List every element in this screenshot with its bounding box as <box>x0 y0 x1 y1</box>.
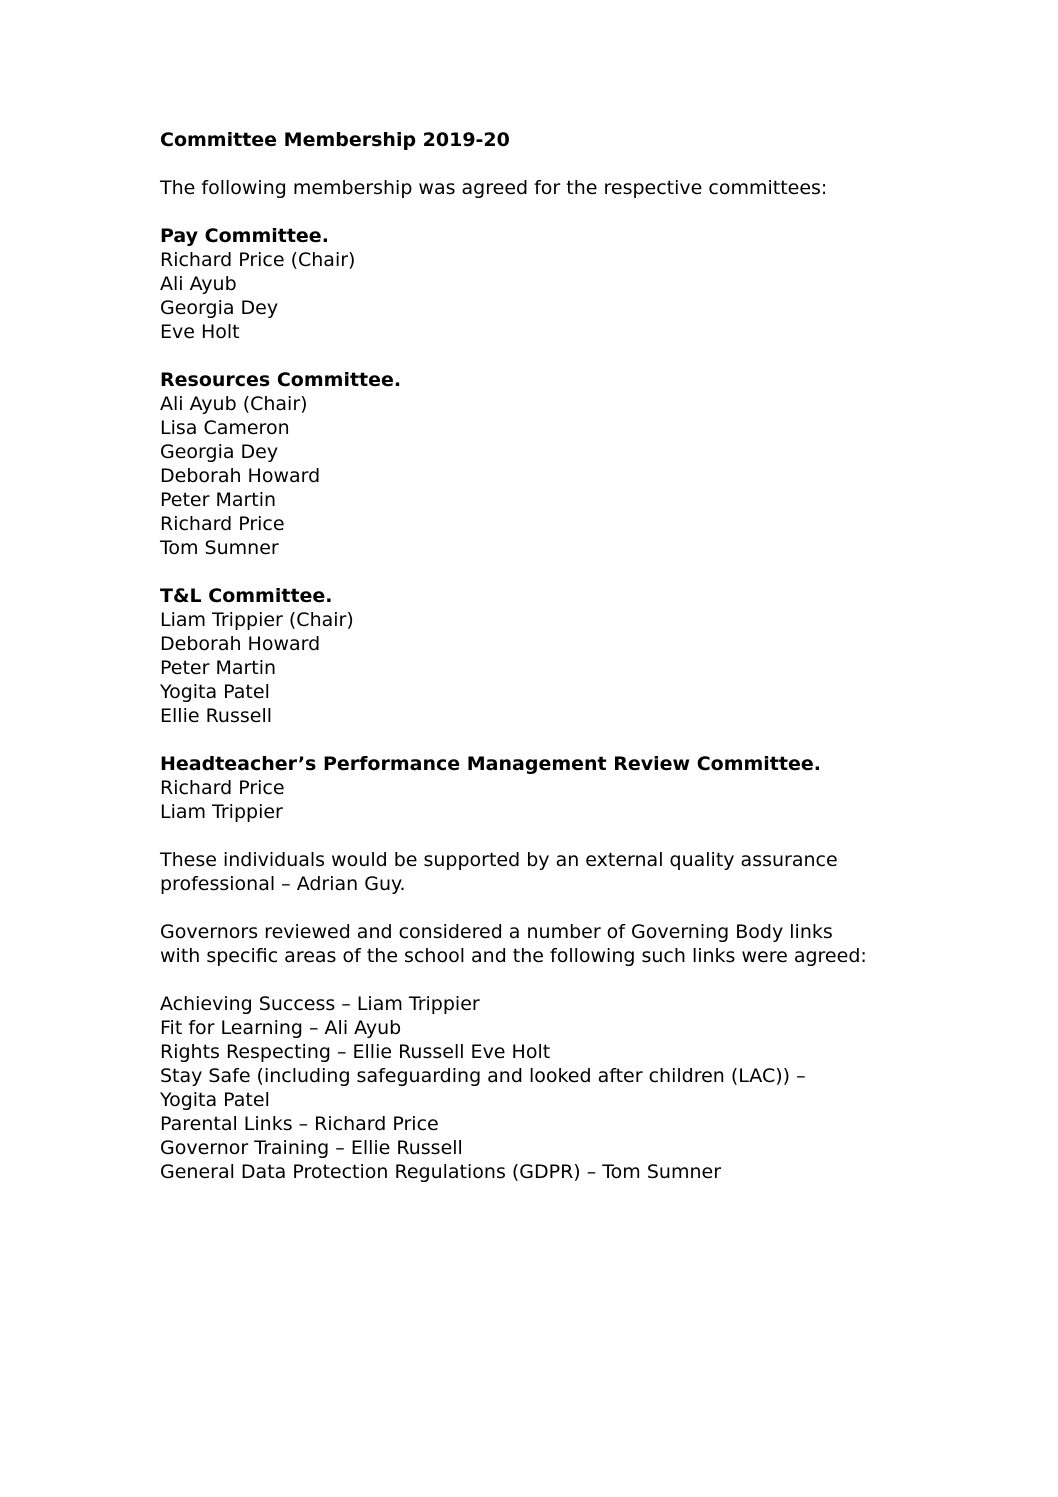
governor-link-item: Achieving Success – Liam Trippier <box>160 993 480 1015</box>
spacer <box>160 824 920 848</box>
governor-link-item: Fit for Learning – Ali Ayub <box>160 1017 402 1039</box>
committee-member: Richard Price <box>160 513 285 535</box>
spacer <box>160 152 920 176</box>
spacer <box>160 968 920 992</box>
spacer <box>160 560 920 584</box>
committee-member: Ali Ayub (Chair) <box>160 393 308 415</box>
committee-member: Ali Ayub <box>160 273 237 295</box>
governor-link-item: Governor Training – Ellie Russell <box>160 1137 463 1159</box>
committee-section <box>160 224 920 344</box>
spacer <box>160 896 920 920</box>
governor-links-list <box>160 992 920 1184</box>
committee-member: Georgia Dey <box>160 441 279 463</box>
committee-member: Tom Sumner <box>160 537 279 559</box>
support-note-line: professional – Adrian Guy. <box>160 873 406 895</box>
governor-link-item: Yogita Patel <box>160 1089 270 1111</box>
support-note-line: These individuals would be supported by an external quality assurance <box>160 849 838 871</box>
links-intro <box>160 920 920 968</box>
intro-text: The following membership was agreed for the respective committees: <box>160 177 828 199</box>
support-note <box>160 848 920 896</box>
committee-member: Richard Price (Chair) <box>160 249 356 271</box>
committee-section <box>160 368 920 560</box>
committee-member: Deborah Howard <box>160 633 321 655</box>
page-title: Committee Membership 2019-20 <box>160 129 510 151</box>
spacer <box>160 728 920 752</box>
governor-link-item: Rights Respecting – Ellie Russell Eve Holt <box>160 1041 551 1063</box>
governor-link-item: General Data Protection Regulations (GDPR) – Tom Sumner <box>160 1161 722 1183</box>
committee-member: Richard Price <box>160 777 285 799</box>
committee-member: Liam Trippier <box>160 801 283 823</box>
document-page <box>160 128 920 1184</box>
committee-heading: T&L Committee. <box>160 585 333 607</box>
committee-heading: Pay Committee. <box>160 225 329 247</box>
committee-member: Peter Martin <box>160 489 277 511</box>
committee-member: Liam Trippier (Chair) <box>160 609 354 631</box>
committee-section <box>160 752 920 824</box>
committee-member: Eve Holt <box>160 321 240 343</box>
committee-heading: Headteacher’s Performance Management Review Committee. <box>160 753 821 775</box>
spacer <box>160 200 920 224</box>
committee-heading: Resources Committee. <box>160 369 402 391</box>
committee-member: Deborah Howard <box>160 465 321 487</box>
committee-member: Peter Martin <box>160 657 277 679</box>
committee-member: Georgia Dey <box>160 297 279 319</box>
committee-member: Yogita Patel <box>160 681 270 703</box>
governor-link-item: Stay Safe (including safeguarding and looked after children (LAC)) – <box>160 1065 806 1087</box>
committee-member: Lisa Cameron <box>160 417 290 439</box>
committee-member: Ellie Russell <box>160 705 273 727</box>
spacer <box>160 344 920 368</box>
links-intro-line: with specific areas of the school and the following such links were agreed: <box>160 945 867 967</box>
committee-section <box>160 584 920 728</box>
links-intro-line: Governors reviewed and considered a number of Governing Body links <box>160 921 833 943</box>
governor-link-item: Parental Links – Richard Price <box>160 1113 439 1135</box>
